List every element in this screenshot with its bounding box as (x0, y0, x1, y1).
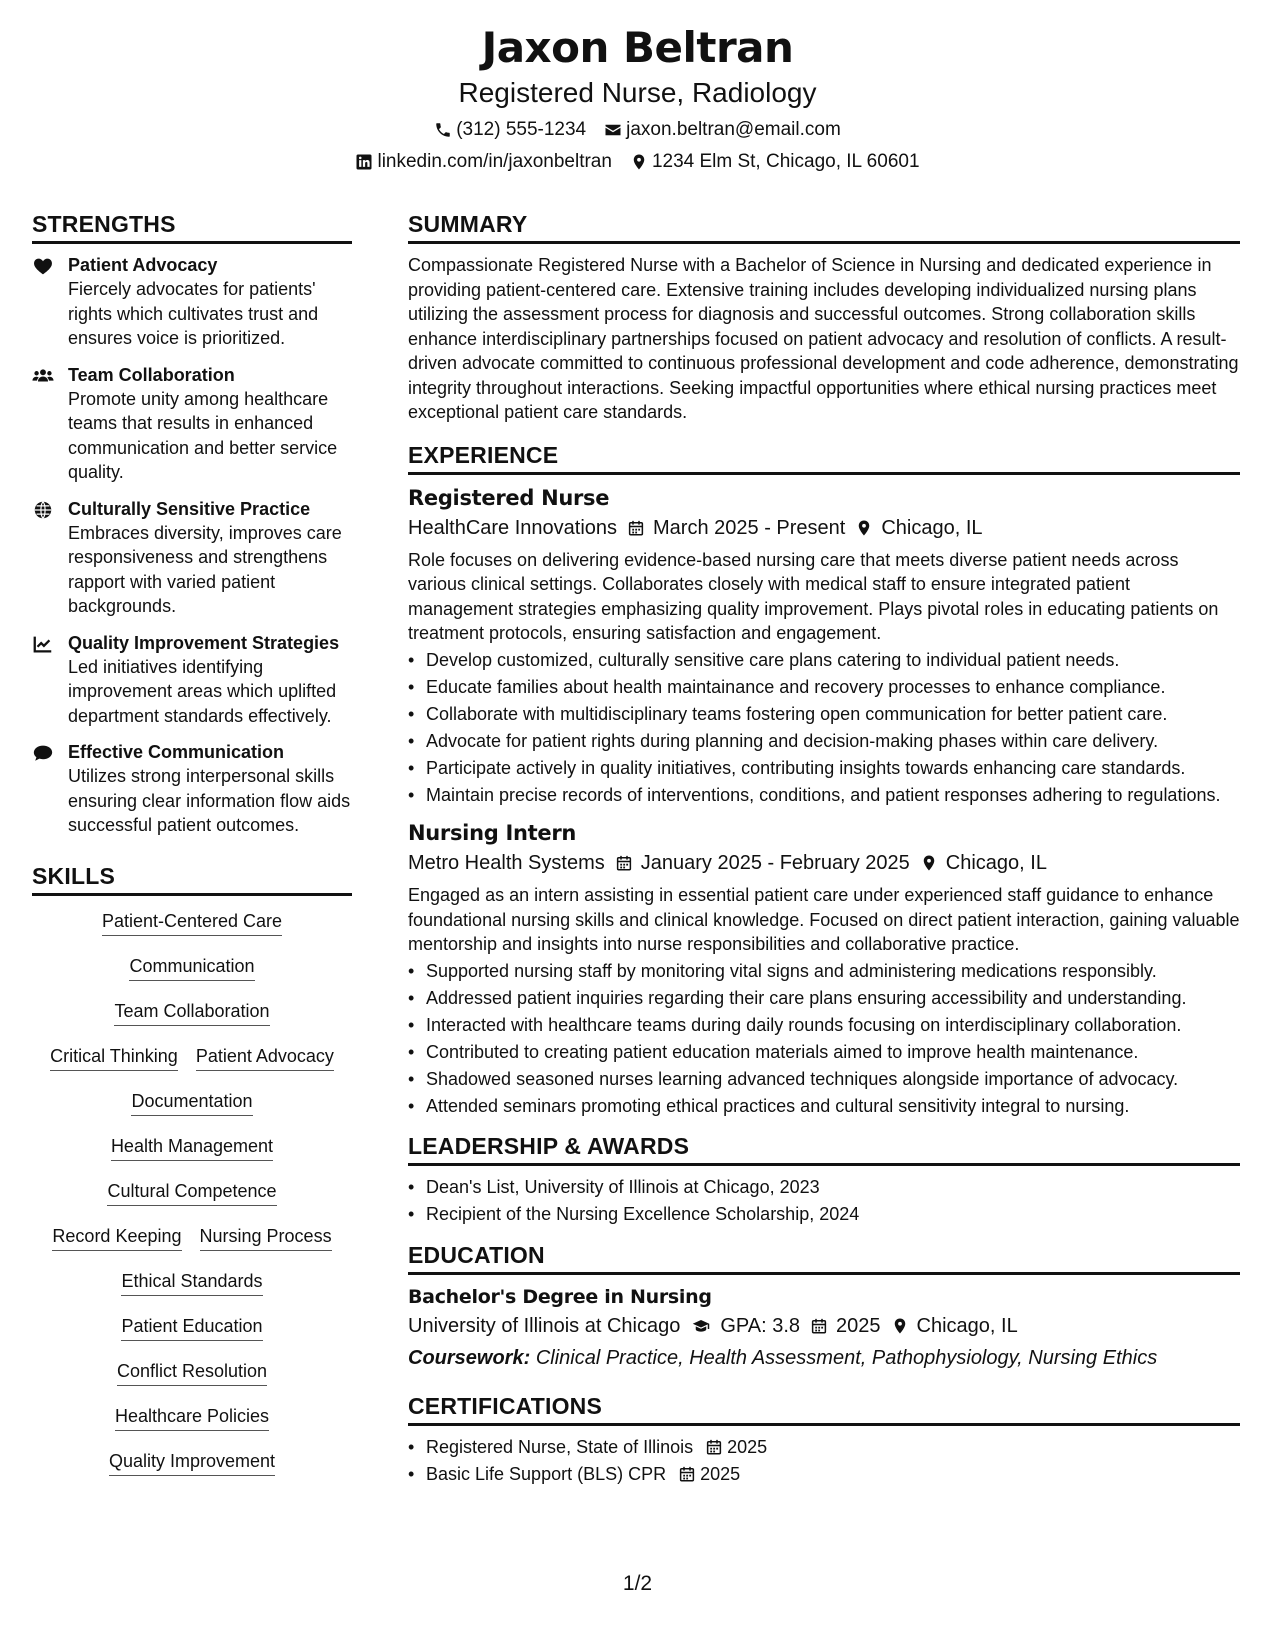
strengths-section (32, 210, 352, 838)
list-item: • Recipient of the Nursing Excellence Scholarship, 2024 (408, 1202, 1240, 1227)
skill-row (32, 1220, 352, 1265)
address-text: 1234 Elm St, Chicago, IL 60601 (651, 151, 920, 172)
job-title: Nursing Intern (408, 821, 577, 845)
skill-row (32, 950, 352, 995)
job-bullets (408, 959, 1240, 1119)
certifications-heading: CERTIFICATIONS (408, 1392, 1240, 1426)
linkedin-contact[interactable] (355, 150, 611, 174)
education-section (408, 1241, 1240, 1372)
list-item: • Supported nursing staff by monitoring vital signs and administering medications responsibly. (408, 959, 1240, 984)
list-item: • Maintain precise records of interventions, conditions, and patient responses adhering to regulations. (408, 783, 1240, 808)
list-item: • Educate families about health maintainance and recovery processes to enhance compliance. (408, 675, 1240, 700)
skill-tag: Communication (129, 954, 254, 981)
education-location (891, 1312, 1018, 1340)
calendar-icon (627, 519, 645, 537)
school-name: University of Illinois at Chicago (408, 1314, 681, 1337)
page-number: 1/2 (622, 1572, 653, 1595)
job-location-text: Chicago, IL (881, 516, 983, 539)
strength-item (32, 253, 352, 351)
job-description: Engaged as an intern assisting in essential patient care under experienced staff guidance to enhance foundational nursing skills and clinical knowledge. Focused on direct patient interaction, gaining valuable mentorship and insights into nurse responsibilities and collaborative practice. (408, 885, 1240, 954)
job-dates-text: March 2025 - Present (653, 516, 846, 539)
strength-name: Effective Communication (68, 742, 285, 762)
job-location (920, 849, 1047, 877)
skill-tag: Nursing Process (200, 1224, 332, 1251)
cert-item (426, 1462, 740, 1487)
strength-desc: Embraces diversity, improves care responsiveness and strengthens rapport with varied patient backgrounds. (68, 522, 342, 616)
skill-tag: Conflict Resolution (117, 1359, 267, 1386)
skill-tag: Patient Education (121, 1314, 262, 1341)
strengths-heading: STRENGTHS (32, 210, 352, 244)
skill-row (32, 1130, 352, 1175)
strength-desc: Utilizes strong interpersonal skills ensuring clear information flow aids successful patient outcomes. (68, 766, 351, 835)
strength-desc: Fiercely advocates for patients' rights which cultivates trust and ensures voice is prioritized. (68, 279, 319, 348)
strength-name: Quality Improvement Strategies (68, 632, 340, 653)
calendar-icon (705, 1438, 723, 1456)
experience-heading: EXPERIENCE (408, 441, 1240, 475)
skill-tag: Critical Thinking (50, 1044, 178, 1071)
map-pin-icon (920, 854, 938, 872)
skill-tag: Quality Improvement (109, 1449, 275, 1476)
skill-tag: Ethical Standards (121, 1269, 262, 1296)
job-dates (627, 514, 845, 542)
cert-date (678, 1462, 740, 1487)
list-item: • Contributed to creating patient education materials aimed to improve health maintenance. (408, 1040, 1240, 1065)
email-contact[interactable] (604, 118, 841, 142)
skill-tag: Patient-Centered Care (102, 909, 282, 936)
list-item: • Shadowed seasoned nurses learning advanced techniques alongside importance of advocacy. (408, 1067, 1240, 1092)
right-column (408, 210, 1240, 1489)
graduation-year (810, 1312, 881, 1340)
linkedin-icon (355, 153, 373, 171)
coursework-text: Clinical Practice, Health Assessment, Pathophysiology, Nursing Ethics (535, 1346, 1158, 1369)
candidate-name: Jaxon Beltran (481, 23, 794, 72)
globe-icon (32, 499, 54, 521)
calendar-icon (615, 854, 633, 872)
job-dates (615, 849, 910, 877)
list-item: • Participate actively in quality initiatives, contributing insights towards enhancing care standards. (408, 756, 1240, 781)
strength-name: Culturally Sensitive Practice (68, 498, 311, 519)
list-item: • Addressed patient inquiries regarding their care plans ensuring accessibility and understanding. (408, 986, 1240, 1011)
job-company: Metro Health Systems (408, 852, 605, 874)
job-description: Role focuses on delivering evidence-based nursing care that meets diverse patient needs across various clinical settings. Collaborates closely with medical staff to ensure integrated patient management strategies emphasizing quality improvement. Plays pivotal roles in educating patients on treatment protocols, ensuring satisfaction and engagement. (408, 549, 1219, 643)
year-text: 2025 (836, 1314, 881, 1337)
strength-item (32, 631, 352, 729)
skill-row (32, 1265, 352, 1310)
strength-desc: Promote unity among healthcare teams that results in enhanced communication and better service quality. (68, 388, 338, 482)
cert-name: • Registered Nurse, State of Illinois (426, 1436, 694, 1457)
list-item (408, 1435, 1240, 1460)
gpa-text: GPA: 3.8 (720, 1314, 801, 1337)
coursework (408, 1344, 1240, 1372)
job-bullets (408, 648, 1240, 808)
job-title: Registered Nurse (408, 485, 610, 510)
skill-row (32, 1310, 352, 1355)
calendar-icon (810, 1317, 828, 1335)
job-company: HealthCare Innovations (408, 516, 618, 539)
map-pin-icon (855, 519, 873, 537)
experience-section (408, 441, 1240, 1119)
skill-tag: Team Collaboration (114, 999, 269, 1026)
job-location (855, 514, 982, 542)
skills-list (32, 905, 352, 1490)
skill-row (32, 1085, 352, 1130)
contact-row-1 (0, 118, 1275, 142)
job-entry (408, 819, 1240, 1118)
list-item: • Dean's List, University of Illinois at Chicago, 2023 (408, 1175, 1240, 1200)
cert-name: • Basic Life Support (BLS) CPR (426, 1463, 667, 1484)
certifications-list (408, 1435, 1240, 1487)
skill-row (32, 1445, 352, 1490)
candidate-title: Registered Nurse, Radiology (458, 77, 817, 108)
awards-section (408, 1132, 1240, 1227)
awards-heading: LEADERSHIP & AWARDS (408, 1132, 1240, 1166)
list-item: • Attended seminars promoting ethical practices and cultural sensitivity integral to nursing. (408, 1094, 1240, 1119)
linkedin-text: linkedin.com/in/jaxonbeltran (377, 151, 612, 172)
job-meta (408, 514, 1240, 542)
phone-contact[interactable] (434, 118, 586, 142)
job-meta (408, 849, 1240, 877)
strength-item (32, 363, 352, 485)
location-text: Chicago, IL (916, 1314, 1018, 1337)
skill-tag: Cultural Competence (107, 1179, 276, 1206)
skills-section (32, 862, 352, 1490)
job-dates-text: January 2025 - February 2025 (640, 852, 910, 874)
strength-item (32, 497, 352, 619)
skill-row (32, 995, 352, 1040)
skills-heading: SKILLS (32, 862, 352, 896)
certifications-section (408, 1392, 1240, 1487)
cert-year: 2025 (700, 1463, 741, 1484)
coursework-label: Coursework: (408, 1346, 531, 1369)
awards-list (408, 1175, 1240, 1227)
users-icon (32, 365, 54, 387)
strength-item (32, 740, 352, 838)
strength-name: Patient Advocacy (68, 255, 218, 275)
chart-line-icon (32, 633, 54, 655)
list-item: • Advocate for patient rights during planning and decision-making phases within care delivery. (408, 729, 1240, 754)
skill-tag: Documentation (131, 1089, 252, 1116)
email-text: jaxon.beltran@email.com (626, 119, 841, 140)
cert-item (426, 1435, 767, 1460)
graduation-cap-icon (690, 1317, 712, 1335)
list-item (408, 1462, 1240, 1487)
left-column (32, 210, 352, 1490)
contact-row-2 (0, 150, 1275, 174)
education-heading: EDUCATION (408, 1241, 1240, 1275)
envelope-icon (604, 121, 622, 139)
skill-row (32, 905, 352, 950)
strength-desc: Led initiatives identifying improvement areas which uplifted department standards effectively. (68, 656, 337, 726)
skill-tag: Patient Advocacy (196, 1044, 334, 1071)
summary-text: Compassionate Registered Nurse with a Bachelor of Science in Nursing and dedicated experience in providing patient-centered care. Extensive training includes developing individualized nursing plans utilizing the assessment process for diagnosis and successful outcomes. Strong collaboration skills enhance interdisciplinary partnerships focused on patient advocacy and resolution of conflicts. A result-driven advocate committed to continuous professional development and code adherence, demonstrating integrity throughout interactions. Seeking impactful opportunities where ethical nursing practices meet exceptional patient care standards. (408, 255, 1239, 422)
comment-icon (32, 742, 54, 764)
resume-header (0, 22, 1275, 174)
education-meta (408, 1312, 1240, 1340)
list-item: • Collaborate with multidisciplinary teams fostering open communication for better patient care. (408, 702, 1240, 727)
skill-tag: Health Management (111, 1134, 273, 1161)
skill-row (32, 1400, 352, 1445)
skill-tag: Healthcare Policies (115, 1404, 269, 1431)
phone-icon (434, 121, 452, 139)
map-pin-icon (891, 1317, 909, 1335)
skill-row (32, 1355, 352, 1400)
calendar-icon (678, 1465, 696, 1483)
cert-date (705, 1435, 767, 1460)
job-location-text: Chicago, IL (945, 852, 1047, 874)
phone-text: (312) 555-1234 (456, 119, 587, 140)
degree-title: Bachelor's Degree in Nursing (408, 1285, 712, 1308)
job-entry (408, 484, 1240, 808)
map-pin-icon (630, 153, 648, 171)
heart-icon (32, 255, 54, 277)
summary-heading: SUMMARY (408, 210, 1240, 244)
skill-tag: Record Keeping (52, 1224, 181, 1251)
strength-name: Team Collaboration (68, 364, 235, 385)
skill-row (32, 1040, 352, 1085)
gpa (690, 1312, 800, 1340)
list-item: • Interacted with healthcare teams during daily rounds focusing on interdisciplinary collaboration. (408, 1013, 1240, 1038)
cert-year: 2025 (727, 1436, 768, 1457)
skill-row (32, 1175, 352, 1220)
address-contact (630, 150, 920, 174)
list-item: • Develop customized, culturally sensitive care plans catering to individual patient needs. (408, 648, 1240, 673)
summary-section (408, 210, 1240, 425)
